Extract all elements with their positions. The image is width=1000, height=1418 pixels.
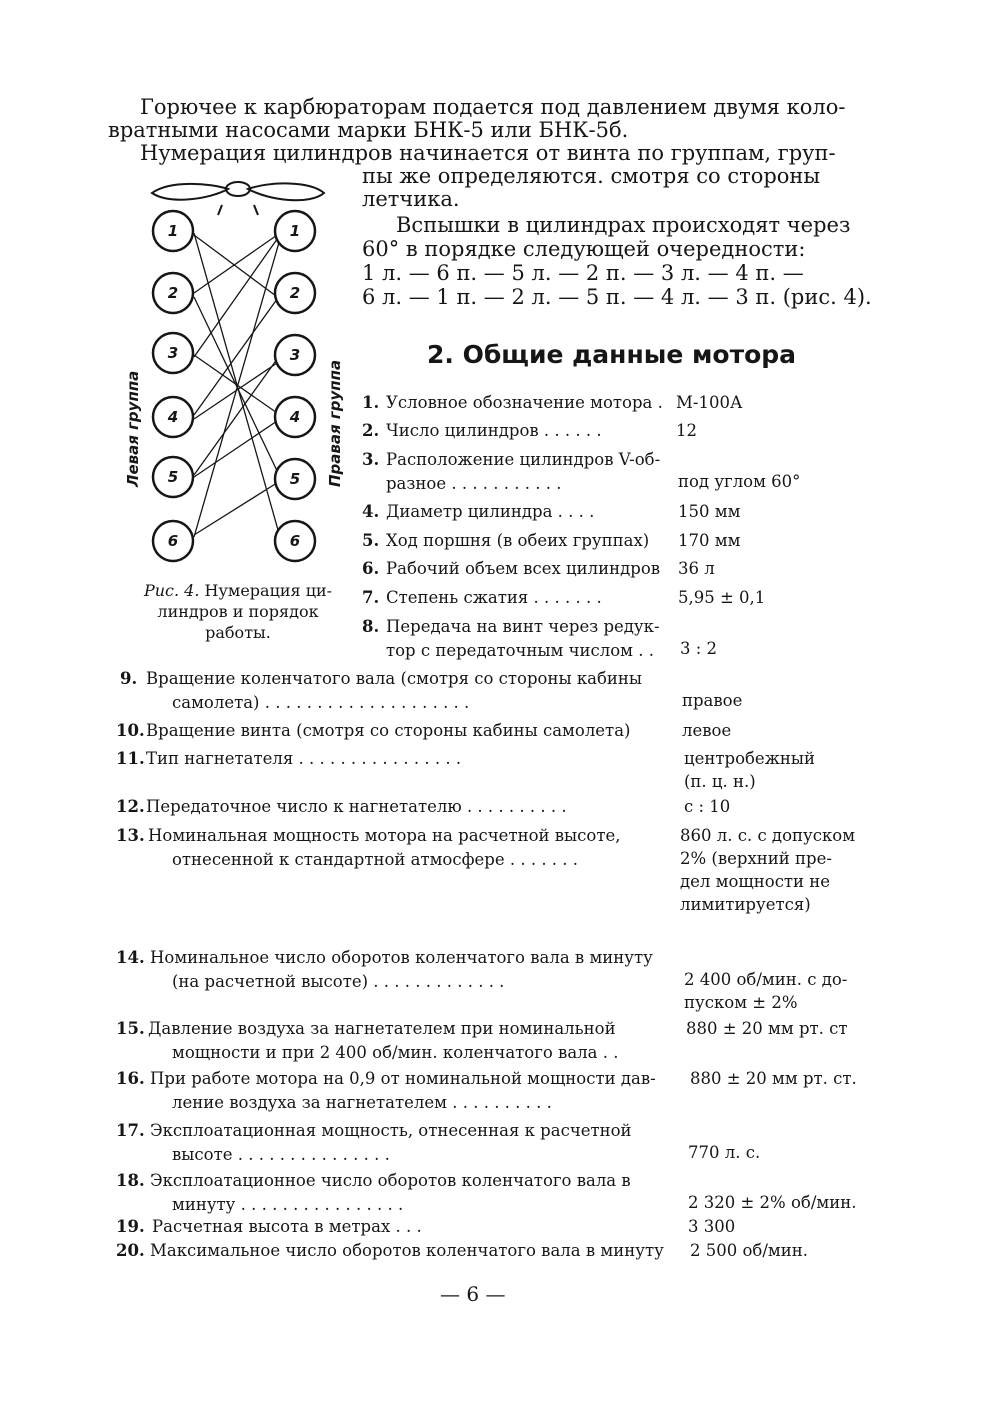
item-text: Условное обозначение мотора .: [386, 393, 663, 412]
item-value: центробежный: [684, 749, 816, 768]
item-text: ление воздуха за нагнетателем . . . . . . . . . .: [172, 1093, 552, 1112]
item-value: 150 мм: [678, 502, 741, 521]
item-number: 9.: [120, 669, 138, 688]
item-text: самолета) . . . . . . . . . . . . . . . . . . . .: [172, 693, 470, 712]
intro-line-4: пы же определяются. смотря со стороны: [362, 164, 821, 188]
item-text: Диаметр цилиндра . . . .: [386, 502, 595, 521]
item-value: (п. ц. н.): [684, 772, 756, 791]
item-text: При работе мотора на 0,9 от номинальной мощности дав-: [150, 1069, 656, 1088]
item-text: Число цилиндров . . . . . .: [386, 421, 602, 440]
item-number: 4.: [362, 502, 380, 521]
right-group-label: Правая группа: [326, 359, 344, 487]
right-cylinder-6: 6: [289, 532, 301, 550]
item-text: Степень сжатия . . . . . . .: [386, 588, 602, 607]
item-text: отнесенной к стандартной атмосфере . . . . . . .: [172, 850, 579, 869]
item-text: Расположение цилиндров V-об-: [386, 450, 661, 469]
intro-line-1: Горючее к карбюраторам подается под давлением двумя коло-: [140, 95, 846, 119]
intro-line-9: 6 л. — 1 п. — 2 л. — 5 п. — 4 л. — 3 п. (рис. 4).: [362, 285, 872, 309]
left-cylinder-4: 4: [167, 408, 179, 426]
item-text: Номинальная мощность мотора на расчетной высоте,: [148, 826, 621, 845]
item-value: 36 л: [678, 559, 715, 578]
intro-line-2: вратными насосами марки БНК-5 или БНК-5б.: [108, 118, 629, 142]
item-text: Ход поршня (в обеих группах): [386, 531, 650, 550]
page-number: — 6 —: [440, 1282, 506, 1306]
item-number: 12.: [116, 797, 145, 816]
left-cylinder-1: 1: [167, 222, 179, 240]
right-cylinder-3: 3: [289, 346, 301, 364]
item-number: 10.: [116, 721, 145, 740]
item-text: минуту . . . . . . . . . . . . . . . .: [172, 1195, 404, 1214]
right-cylinder-4: 4: [289, 408, 301, 426]
item-text: Номинальное число оборотов коленчатого вала в минуту: [150, 948, 653, 967]
item-text: Эксплоатационное число оборотов коленчатого вала в: [150, 1171, 631, 1190]
item-number: 14.: [116, 948, 145, 967]
left-cylinder-6: 6: [167, 532, 179, 550]
item-value: 880 ± 20 мм рт. ст: [686, 1019, 848, 1038]
item-text: высоте . . . . . . . . . . . . . . .: [172, 1145, 390, 1164]
item-text: Вращение винта (смотря со стороны кабины самолета): [146, 721, 631, 740]
item-value: пуском ± 2%: [684, 993, 798, 1012]
item-value: 880 ± 20 мм рт. ст.: [690, 1069, 857, 1088]
caption-line-3: работы.: [205, 623, 271, 642]
intro-line-8: 1 л. — 6 п. — 5 л. — 2 п. — 3 л. — 4 п. —: [362, 261, 804, 285]
right-cylinder-5: 5: [289, 470, 301, 488]
figure-caption: [128, 580, 348, 643]
firing-order-lines: [194, 233, 280, 537]
item-value: лимитируется): [680, 895, 811, 914]
item-number: 7.: [362, 588, 380, 607]
item-value: под углом 60°: [678, 472, 801, 491]
left-cylinder-2: 2: [167, 284, 179, 302]
item-text: Максимальное число оборотов коленчатого вала в минуту: [150, 1241, 664, 1260]
item-value: 2 320 ± 2% об/мин.: [688, 1193, 857, 1212]
cylinder-diagram: [110, 175, 360, 575]
item-number: 17.: [116, 1121, 145, 1140]
item-text: Рабочий объем всех цилиндров: [386, 559, 661, 578]
item-text: тор с передаточным числом . .: [386, 641, 654, 660]
item-text: Передаточное число к нагнетателю . . . . . . . . . .: [146, 797, 567, 816]
item-value: левое: [682, 721, 732, 740]
item-text: Передача на винт через редук-: [386, 617, 660, 636]
item-number: 6.: [362, 559, 380, 578]
section-title: 2. Общие данные мотора: [427, 340, 797, 369]
intro-line-6: Вспышки в цилиндрах происходят через: [396, 213, 851, 237]
item-number: 15.: [116, 1019, 145, 1038]
item-value: 770 л. с.: [688, 1143, 761, 1162]
item-value: М-100А: [676, 393, 743, 412]
item-number: 19.: [116, 1217, 145, 1236]
item-number: 3.: [362, 450, 380, 469]
item-value: 2 500 об/мин.: [690, 1241, 808, 1260]
item-number: 13.: [116, 826, 145, 845]
intro-line-3: Нумерация цилиндров начинается от винта по группам, груп-: [140, 141, 836, 165]
left-group-label: Левая группа: [124, 370, 142, 487]
item-number: 2.: [362, 421, 380, 440]
caption-fig-label: Рис. 4.: [143, 581, 200, 600]
item-text: (на расчетной высоте) . . . . . . . . . . . . .: [172, 972, 505, 991]
caption-line-2: линдров и порядок: [157, 602, 319, 621]
item-value: 3 300: [688, 1217, 736, 1236]
item-text: разное . . . . . . . . . . .: [386, 474, 562, 493]
item-text: Расчетная высота в метрах . . .: [152, 1217, 422, 1236]
item-number: 5.: [362, 531, 380, 550]
item-value: 170 мм: [678, 531, 741, 550]
item-text: Вращение коленчатого вала (смотря со стороны кабины: [146, 669, 643, 688]
left-cylinder-5: 5: [167, 468, 179, 486]
item-number: 20.: [116, 1241, 145, 1260]
item-value: 3 : 2: [680, 639, 718, 658]
item-text: Эксплоатационная мощность, отнесенная к расчетной: [150, 1121, 632, 1140]
item-text: Тип нагнетателя . . . . . . . . . . . . . . . .: [146, 749, 462, 768]
item-number: 18.: [116, 1171, 145, 1190]
right-cylinder-1: 1: [289, 222, 301, 240]
caption-line-1: Нумерация ци-: [204, 581, 333, 600]
item-number: 11.: [116, 749, 145, 768]
item-value: 2% (верхний пре-: [680, 849, 832, 868]
item-value: с : 10: [684, 797, 731, 816]
left-cylinder-3: 3: [167, 344, 179, 362]
item-value: 860 л. с. с допуском: [680, 826, 856, 845]
intro-line-7: 60° в порядке следующей очередности:: [362, 237, 806, 261]
item-number: 1.: [362, 393, 380, 412]
item-number: 16.: [116, 1069, 145, 1088]
item-value: 12: [676, 421, 697, 440]
item-value: 2 400 об/мин. с до-: [684, 970, 848, 989]
item-value: дел мощности не: [680, 872, 831, 891]
item-text: мощности и при 2 400 об/мин. коленчатого вала . .: [172, 1043, 619, 1062]
item-value: правое: [682, 691, 743, 710]
left-cylinder-group: [153, 211, 193, 561]
right-cylinder-2: 2: [289, 284, 301, 302]
intro-line-5: летчика.: [362, 187, 460, 211]
item-number: 8.: [362, 617, 380, 636]
item-value: 5,95 ± 0,1: [678, 588, 766, 607]
right-cylinder-group: [275, 211, 315, 561]
item-text: Давление воздуха за нагнетателем при номинальной: [148, 1019, 616, 1038]
